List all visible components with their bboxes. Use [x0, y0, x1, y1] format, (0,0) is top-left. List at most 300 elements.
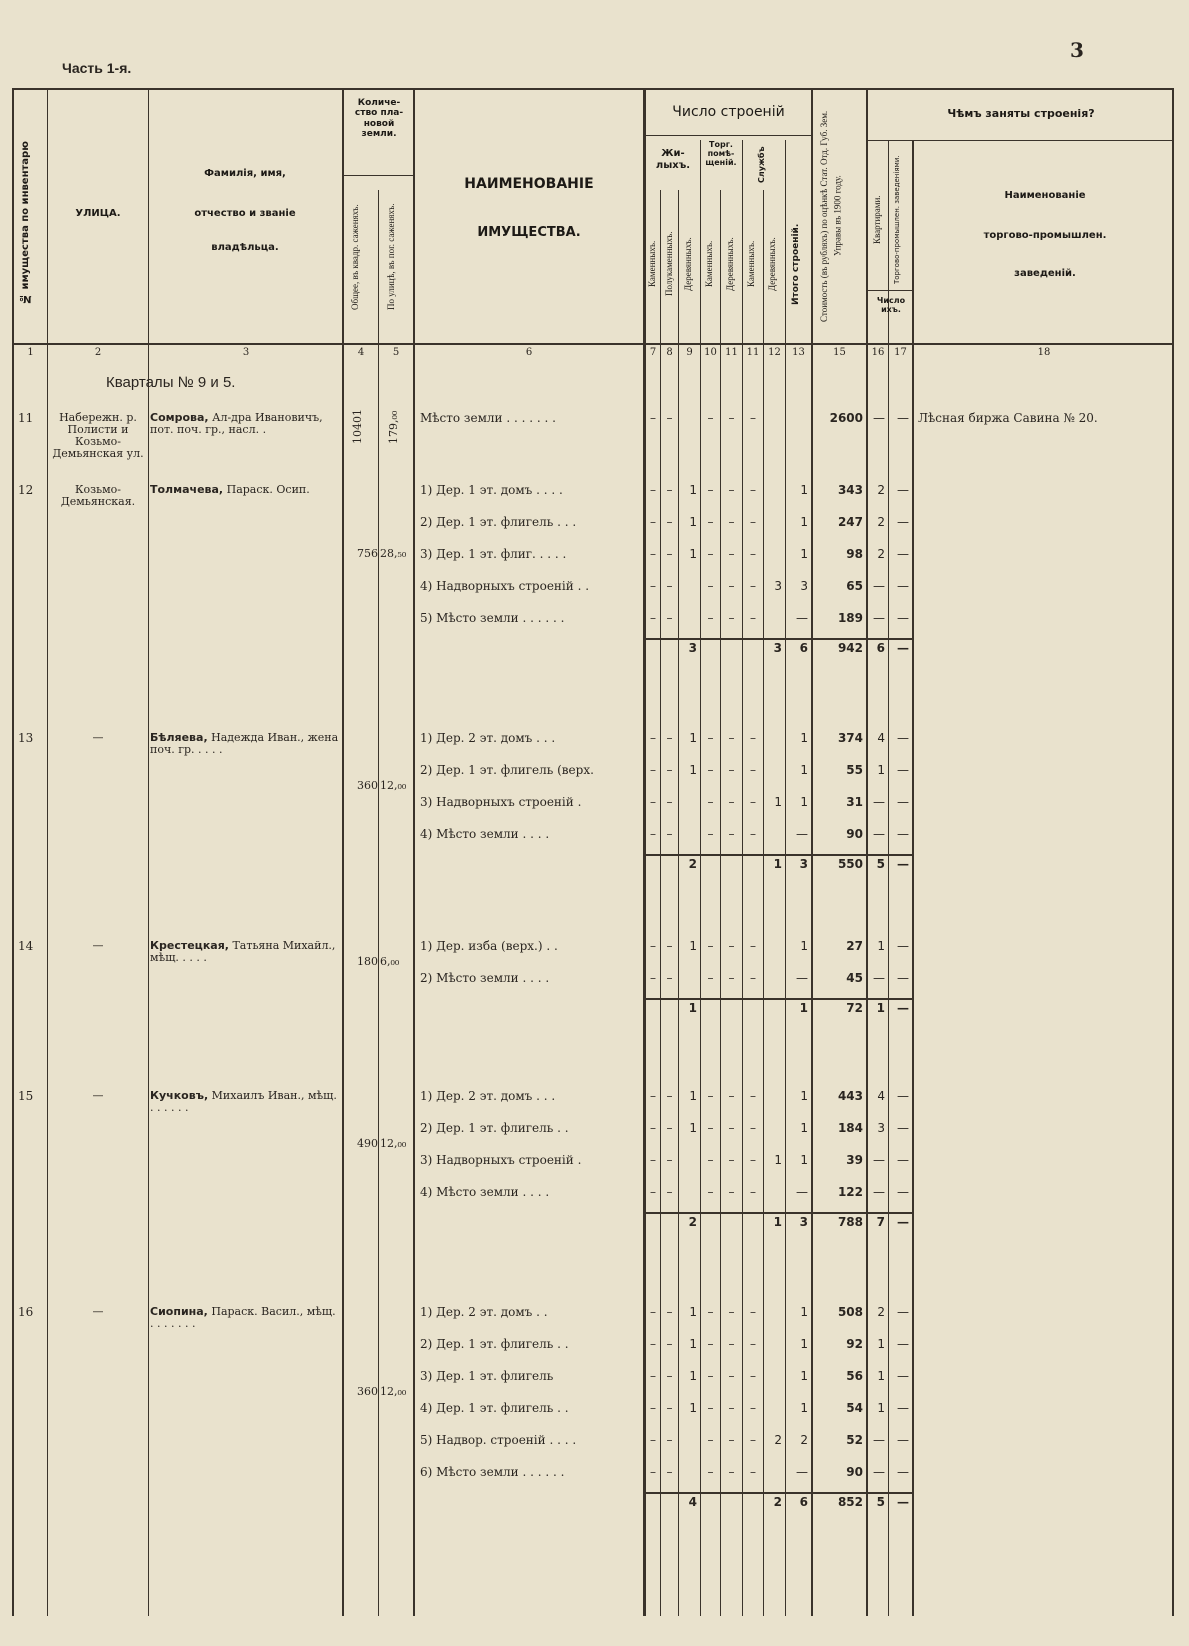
- total-cost: 788: [837, 1215, 863, 1229]
- empty-cell: –: [750, 1369, 756, 1383]
- empty-cell: –: [750, 827, 756, 841]
- empty-cell: –: [750, 1305, 756, 1319]
- empty-cell: –: [728, 579, 735, 593]
- column-number: 15: [833, 347, 846, 358]
- owner-details: Параск. Васил., мѣщ. . . . . . . .: [150, 1305, 336, 1331]
- item-c17: —: [897, 1433, 909, 1447]
- item-c13: 1: [800, 939, 808, 953]
- item-cost: 39: [846, 1153, 863, 1167]
- total-c13: 3: [799, 857, 808, 871]
- item-c17: —: [897, 547, 909, 561]
- owner-name: [150, 1306, 340, 1330]
- empty-cell: –: [666, 827, 673, 841]
- empty-cell: –: [707, 579, 714, 593]
- item-c16: —: [873, 971, 885, 985]
- empty-cell: –: [707, 1305, 714, 1319]
- property-item: 2) Дер. 1 эт. флигель . . .: [420, 516, 577, 529]
- owner-details: Татьяна Михайл., мѣщ. . . . .: [150, 939, 336, 965]
- empty-cell: –: [728, 1433, 735, 1447]
- item-c16: 1: [877, 1369, 885, 1383]
- item-c9: 1: [689, 763, 697, 777]
- column-number: 4: [357, 347, 365, 358]
- total-cost: 942: [837, 641, 863, 655]
- empty-cell: –: [707, 1337, 714, 1351]
- total-c9: 4: [688, 1495, 697, 1509]
- empty-cell: –: [650, 611, 656, 625]
- empty-cell: –: [728, 547, 735, 561]
- column-number: 1: [27, 347, 34, 358]
- empty-cell: –: [728, 827, 735, 841]
- item-c16: 1: [877, 1401, 885, 1415]
- empty-cell: –: [728, 731, 735, 745]
- empty-cell: –: [750, 611, 756, 625]
- header-area: Общее, въ квадр. саженяхъ.: [350, 204, 360, 310]
- street-name: —: [92, 1089, 104, 1102]
- item-cost: 508: [837, 1305, 863, 1319]
- empty-cell: –: [707, 795, 714, 809]
- empty-cell: –: [666, 971, 673, 985]
- owner-name: [150, 412, 340, 436]
- item-c9: 1: [689, 731, 697, 745]
- item-c16: —: [873, 611, 885, 625]
- total-rule: [646, 998, 914, 1000]
- property-item: 1) Дер. 2 эт. домъ . .: [420, 1306, 548, 1319]
- total-rule: [646, 1212, 914, 1214]
- empty-cell: –: [728, 1369, 735, 1383]
- total-c17: —: [897, 1495, 909, 1509]
- street-name: —: [92, 731, 104, 744]
- property-item: 2) Дер. 1 эт. флигель . .: [420, 1122, 569, 1135]
- item-c17: —: [897, 1401, 909, 1415]
- total-c13: 6: [799, 641, 808, 655]
- empty-cell: –: [728, 1153, 735, 1167]
- owner-surname: Сиопина,: [150, 1305, 208, 1318]
- column-number: 10: [704, 347, 717, 358]
- total-c9: 2: [688, 1215, 697, 1229]
- item-cost: 247: [837, 515, 863, 529]
- item-c17: —: [897, 579, 909, 593]
- empty-cell: –: [707, 483, 714, 497]
- empty-cell: –: [650, 1305, 656, 1319]
- item-c13: 1: [800, 763, 808, 777]
- total-c12: 1: [773, 1215, 782, 1229]
- empty-cell: –: [750, 411, 756, 425]
- entry-number: 16: [18, 1305, 34, 1319]
- header-cost: Стоимость (въ рубляхъ) по оцѣнкѣ Стат. Отд. Губ. Зем. Управы въ 1900 году.: [819, 110, 843, 322]
- empty-cell: –: [650, 731, 656, 745]
- header-front: По улицѣ, въ пог. саженяхъ.: [386, 203, 396, 311]
- total-cost: 852: [837, 1495, 863, 1509]
- total-c16: 1: [876, 1001, 885, 1015]
- empty-cell: –: [707, 1153, 714, 1167]
- item-c17: —: [897, 1369, 909, 1383]
- entry-number: 12: [18, 483, 34, 497]
- empty-cell: –: [707, 1089, 714, 1103]
- item-c13: 3: [800, 579, 808, 593]
- empty-cell: –: [666, 411, 673, 425]
- empty-cell: –: [728, 483, 735, 497]
- entry-number: 14: [18, 939, 34, 953]
- header-c11: Деревянныхъ.: [725, 237, 735, 291]
- header-trade: Торг. помѣ-щеній.: [705, 140, 737, 168]
- property-item: 5) Мѣсто земли . . . . . .: [420, 612, 565, 625]
- total-c17: —: [897, 857, 909, 871]
- total-rule: [646, 638, 914, 640]
- column-number: 11: [746, 347, 760, 358]
- header-owner-1: Фамилія, имя,: [204, 168, 286, 179]
- item-c13: 1: [800, 515, 808, 529]
- total-c17: —: [897, 1001, 909, 1015]
- empty-cell: –: [707, 939, 714, 953]
- empty-cell: –: [728, 939, 735, 953]
- header-street: УЛИЦА.: [75, 208, 121, 219]
- item-c17: —: [897, 731, 909, 745]
- item-c13: —: [796, 971, 808, 985]
- empty-cell: –: [666, 1305, 673, 1319]
- column-number: 13: [792, 347, 805, 358]
- property-item: 4) Надворныхъ строеній . .: [420, 580, 590, 593]
- empty-cell: –: [707, 411, 714, 425]
- item-c17: —: [897, 971, 909, 985]
- header-property-2: ИМУЩЕСТВА.: [477, 225, 581, 240]
- item-c9: 1: [689, 483, 697, 497]
- total-c12: 3: [773, 641, 782, 655]
- header-enterprise-1: Наименованіе: [1004, 190, 1086, 201]
- item-cost: 2600: [829, 411, 863, 425]
- item-c17: —: [897, 1185, 909, 1199]
- item-c17: —: [897, 1153, 909, 1167]
- item-c9: 1: [689, 1121, 697, 1135]
- item-c17: —: [897, 1305, 909, 1319]
- item-c13: —: [796, 1185, 808, 1199]
- column-number: 8: [666, 347, 673, 358]
- item-c17: —: [897, 763, 909, 777]
- property-item: 1) Дер. 1 эт. домъ . . . .: [420, 484, 563, 497]
- empty-cell: –: [666, 731, 673, 745]
- item-c17: —: [897, 939, 909, 953]
- item-c13: 1: [800, 1305, 808, 1319]
- empty-cell: –: [750, 579, 756, 593]
- item-c17: —: [897, 611, 909, 625]
- item-c13: —: [796, 827, 808, 841]
- empty-cell: –: [650, 579, 656, 593]
- column-number: 2: [94, 347, 102, 358]
- empty-cell: –: [750, 515, 756, 529]
- property-item: 1) Дер. 2 эт. домъ . . .: [420, 1090, 556, 1103]
- item-cost: 92: [846, 1337, 863, 1351]
- item-cost: 56: [846, 1369, 863, 1383]
- total-rule: [646, 1492, 914, 1494]
- item-c9: 1: [689, 939, 697, 953]
- empty-cell: –: [728, 515, 735, 529]
- property-item: 1) Дер. 2 эт. домъ . . .: [420, 732, 556, 745]
- item-cost: 52: [846, 1433, 863, 1447]
- item-c17: —: [897, 1465, 909, 1479]
- empty-cell: –: [666, 611, 673, 625]
- empty-cell: –: [650, 1433, 656, 1447]
- empty-cell: –: [707, 515, 714, 529]
- header-count: Число ихъ.: [876, 296, 906, 315]
- item-cost: 443: [837, 1089, 863, 1103]
- empty-cell: –: [707, 1121, 714, 1135]
- total-c9: 1: [688, 1001, 697, 1015]
- empty-cell: –: [666, 1369, 673, 1383]
- total-cost: 72: [846, 1001, 863, 1015]
- empty-cell: –: [666, 515, 673, 529]
- item-cost: 54: [846, 1401, 863, 1415]
- empty-cell: –: [707, 1185, 714, 1199]
- empty-cell: –: [650, 763, 656, 777]
- item-c9: 1: [689, 547, 697, 561]
- empty-cell: –: [728, 1185, 735, 1199]
- item-c9: 1: [689, 1369, 697, 1383]
- entry-number: 11: [18, 411, 34, 425]
- empty-cell: –: [650, 1153, 656, 1167]
- total-c13: 6: [799, 1495, 808, 1509]
- item-cost: 122: [837, 1185, 863, 1199]
- owner-details: Надежда Иван., жена поч. гр. . . . .: [150, 731, 339, 757]
- owner-name: [150, 1090, 340, 1114]
- land-area: 180: [357, 955, 378, 968]
- land-area: 10401: [351, 409, 364, 444]
- item-c16: —: [873, 579, 885, 593]
- column-number: 16: [871, 347, 885, 358]
- owner-surname: Сомрова,: [150, 411, 209, 424]
- header-land-qty: Количе-ство пла-новой земли.: [354, 98, 404, 140]
- empty-cell: –: [666, 1089, 673, 1103]
- empty-cell: –: [707, 1401, 714, 1415]
- item-c13: —: [796, 1465, 808, 1479]
- property-item: 6) Мѣсто земли . . . . . .: [420, 1466, 565, 1479]
- table-frame: [12, 88, 1174, 1616]
- column-number: 17: [894, 347, 907, 358]
- street-frontage: 12,₀₀: [380, 779, 407, 792]
- empty-cell: –: [750, 795, 756, 809]
- empty-cell: –: [750, 731, 756, 745]
- owner-details: Михаилъ Иван., мѣщ. . . . . . .: [150, 1089, 337, 1115]
- column-number: 11: [725, 347, 738, 358]
- empty-cell: –: [666, 1153, 673, 1167]
- empty-cell: –: [666, 795, 673, 809]
- property-item: 4) Мѣсто земли . . . .: [420, 828, 550, 841]
- empty-cell: –: [707, 763, 714, 777]
- empty-cell: –: [728, 611, 735, 625]
- item-c16: 1: [877, 1337, 885, 1351]
- empty-cell: –: [707, 1465, 714, 1479]
- item-c12: 3: [774, 579, 782, 593]
- empty-cell: –: [650, 547, 656, 561]
- item-cost: 65: [846, 579, 863, 593]
- header-c16: Квартирами.: [872, 195, 882, 245]
- land-area: 490: [357, 1137, 378, 1150]
- header-property-1: НАИМЕНОВАНІЕ: [464, 176, 594, 192]
- empty-cell: –: [750, 1089, 756, 1103]
- item-c13: 1: [800, 1401, 808, 1415]
- total-c17: —: [897, 1215, 909, 1229]
- column-number: 18: [1037, 347, 1051, 358]
- empty-cell: –: [707, 731, 714, 745]
- property-item: 1) Дер. изба (верх.) . .: [420, 940, 558, 953]
- owner-surname: Крестецкая,: [150, 939, 229, 952]
- item-c9: 1: [689, 515, 697, 529]
- header-num-buildings: Число строеній: [672, 104, 785, 120]
- item-c16: —: [873, 411, 885, 425]
- header-enterprise-2: торгово-промышлен.: [983, 230, 1107, 241]
- empty-cell: –: [750, 763, 756, 777]
- item-c16: —: [873, 827, 885, 841]
- header-c9: Деревянныхъ.: [683, 237, 693, 291]
- item-cost: 55: [846, 763, 863, 777]
- empty-cell: –: [650, 827, 656, 841]
- empty-cell: –: [750, 939, 756, 953]
- empty-cell: –: [707, 971, 714, 985]
- empty-cell: –: [728, 411, 735, 425]
- empty-cell: –: [650, 1369, 656, 1383]
- owner-name: [150, 484, 340, 496]
- item-c16: —: [873, 1433, 885, 1447]
- item-c9: 1: [689, 1401, 697, 1415]
- empty-cell: –: [728, 1305, 735, 1319]
- column-number: 6: [525, 347, 533, 358]
- property-item: 3) Дер. 1 эт. флигель: [420, 1370, 554, 1383]
- land-area: 360: [357, 779, 378, 792]
- total-c9: 3: [688, 641, 697, 655]
- empty-cell: –: [666, 483, 673, 497]
- empty-cell: –: [666, 1121, 673, 1135]
- property-item: 2) Дер. 1 эт. флигель (верх.: [420, 764, 594, 777]
- item-c13: 1: [800, 1153, 808, 1167]
- land-area: 360: [357, 1385, 378, 1398]
- street-frontage: 12,₀₀: [380, 1385, 407, 1398]
- property-item: 5) Надвор. строеній . . . .: [420, 1434, 577, 1447]
- item-c13: 1: [800, 547, 808, 561]
- total-c13: 3: [799, 1215, 808, 1229]
- item-cost: 45: [846, 971, 863, 985]
- street-frontage: 12,₀₀: [380, 1137, 407, 1150]
- item-c17: —: [897, 795, 909, 809]
- street-name: —: [92, 939, 104, 952]
- item-cost: 343: [837, 483, 863, 497]
- item-c17: —: [897, 1121, 909, 1135]
- empty-cell: –: [707, 611, 714, 625]
- property-item: 2) Дер. 1 эт. флигель . .: [420, 1338, 569, 1351]
- empty-cell: –: [750, 1433, 756, 1447]
- empty-cell: –: [750, 1153, 756, 1167]
- empty-cell: –: [728, 795, 735, 809]
- street-name: Набережн. р. Полисти и Козьмо-Демьянская ул.: [52, 411, 144, 461]
- item-c16: 4: [877, 1089, 885, 1103]
- header-c13: Итого строеній.: [791, 223, 801, 305]
- page-number: 3: [1070, 38, 1084, 62]
- item-c17: —: [897, 483, 909, 497]
- part-label: Часть 1-я.: [62, 60, 132, 76]
- empty-cell: –: [750, 1185, 756, 1199]
- empty-cell: –: [666, 547, 673, 561]
- total-c16: 6: [876, 641, 885, 655]
- header-c12: Деревянныхъ.: [767, 237, 777, 291]
- empty-cell: –: [728, 1465, 735, 1479]
- entry-number: 15: [18, 1089, 34, 1103]
- item-c12: 1: [774, 1153, 782, 1167]
- column-number: 7: [649, 347, 657, 358]
- empty-cell: –: [707, 827, 714, 841]
- item-c17: —: [897, 1337, 909, 1351]
- item-c16: —: [873, 1465, 885, 1479]
- column-number: 5: [392, 347, 400, 358]
- total-c16: 5: [876, 1495, 885, 1509]
- empty-cell: –: [666, 1185, 673, 1199]
- owner-details: Параск. Осип.: [223, 483, 310, 496]
- empty-cell: –: [650, 1185, 656, 1199]
- total-cost: 550: [837, 857, 863, 871]
- empty-cell: –: [750, 971, 756, 985]
- empty-cell: –: [707, 1369, 714, 1383]
- empty-cell: –: [650, 1337, 656, 1351]
- total-c9: 2: [688, 857, 697, 871]
- empty-cell: –: [650, 971, 656, 985]
- header-c11b: Каменныхъ.: [746, 240, 756, 288]
- item-c9: 1: [689, 1089, 697, 1103]
- item-c16: 4: [877, 731, 885, 745]
- empty-cell: –: [666, 1433, 673, 1447]
- header-enterprise-3: заведеній.: [1014, 268, 1076, 279]
- property-item: 4) Дер. 1 эт. флигель . .: [420, 1402, 569, 1415]
- header-owner-3: владѣльца.: [211, 242, 279, 253]
- total-c13: 1: [799, 1001, 808, 1015]
- total-c12: 1: [773, 857, 782, 871]
- item-cost: 184: [837, 1121, 863, 1135]
- header-c7: Каменныхъ.: [647, 240, 657, 288]
- empty-cell: –: [650, 939, 656, 953]
- owner-surname: Кучковъ,: [150, 1089, 209, 1102]
- item-c16: 1: [877, 763, 885, 777]
- total-rule: [646, 854, 914, 856]
- item-c16: 2: [877, 483, 885, 497]
- property-item: Мѣсто земли . . . . . . .: [420, 412, 556, 425]
- section-title: Кварталы № 9 и 5.: [106, 374, 236, 391]
- item-c16: 1: [877, 939, 885, 953]
- column-number: 12: [768, 347, 781, 358]
- empty-cell: –: [707, 547, 714, 561]
- empty-cell: –: [666, 1401, 673, 1415]
- street-name: Козьмо-Демьянская.: [60, 483, 136, 509]
- item-c16: 2: [877, 1305, 885, 1319]
- empty-cell: –: [666, 939, 673, 953]
- enterprise-name: Лѣсная биржа Савина № 20.: [918, 411, 1098, 425]
- empty-cell: –: [728, 763, 735, 777]
- column-number: 9: [686, 347, 693, 358]
- property-item: 4) Мѣсто земли . . . .: [420, 1186, 550, 1199]
- item-c13: 1: [800, 1089, 808, 1103]
- total-c16: 7: [876, 1215, 885, 1229]
- property-item: 2) Мѣсто земли . . . .: [420, 972, 550, 985]
- empty-cell: –: [650, 1401, 656, 1415]
- item-c9: 1: [689, 1337, 697, 1351]
- item-c16: 2: [877, 515, 885, 529]
- empty-cell: –: [650, 795, 656, 809]
- header-occupied: Чѣмъ заняты строенія?: [947, 107, 1095, 120]
- item-c13: 1: [800, 1369, 808, 1383]
- header-service: Службъ: [757, 146, 766, 184]
- street-frontage: 179,₀₀: [387, 410, 400, 444]
- item-c17: —: [897, 411, 909, 425]
- street-name: —: [92, 1305, 104, 1318]
- item-c16: 3: [877, 1121, 885, 1135]
- empty-cell: –: [707, 1433, 714, 1447]
- empty-cell: –: [666, 1337, 673, 1351]
- empty-cell: –: [650, 515, 656, 529]
- empty-cell: –: [750, 1401, 756, 1415]
